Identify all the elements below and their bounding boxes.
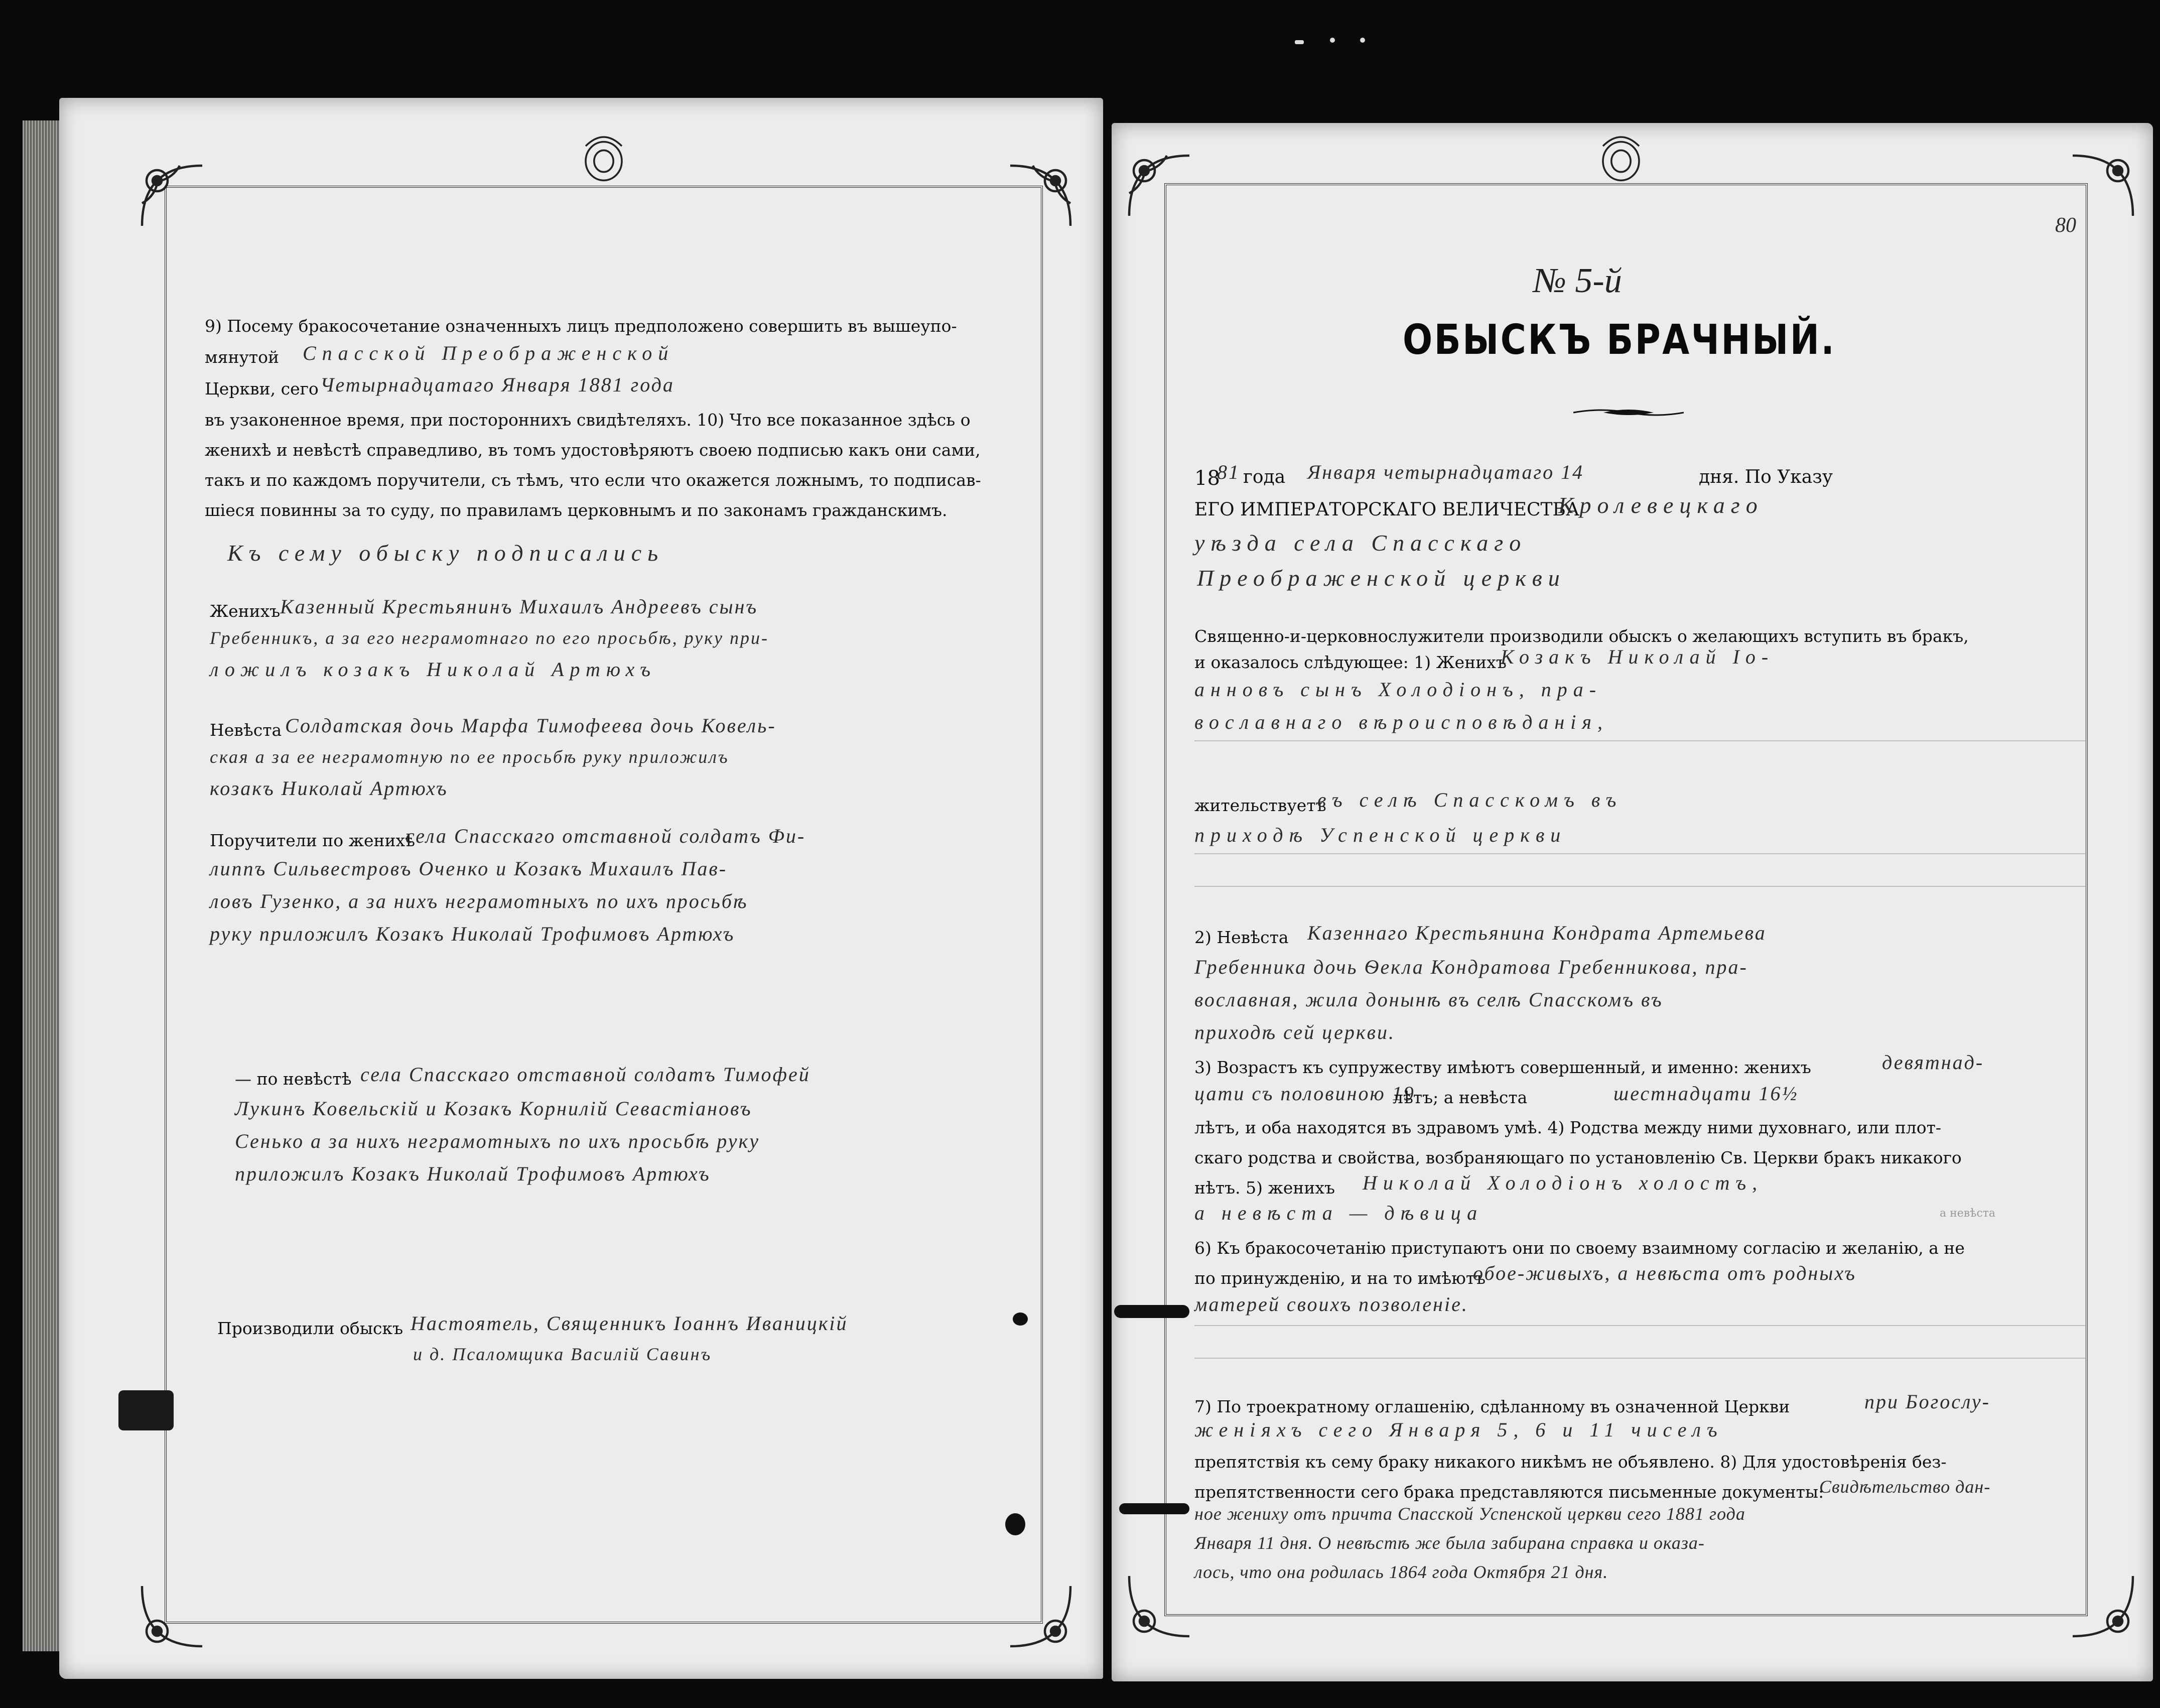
- page-number: 80: [2055, 214, 2076, 237]
- investigators-line-2: и д. Псаломщика Василій Савинъ: [413, 1344, 712, 1364]
- left-page: [59, 98, 1103, 1679]
- intro-hw-2: уѣзда села Спасскаго: [1194, 530, 1527, 556]
- p9-line-1: 9) Посему бракосочетание означенныхъ лицъ предположено совершить въ вышеупо-: [205, 316, 957, 336]
- p1-residence-print: жительствуетъ: [1194, 796, 1326, 815]
- bride-sureties-line-4: приложилъ Козакъ Николай Трофимовъ Артюхъ: [235, 1162, 711, 1185]
- corner-ornament-icon: [1003, 158, 1078, 233]
- groom-sureties-line-1: села Спасскаго отставной солдатъ Фи-: [406, 825, 806, 847]
- p9-line-3-print: Церкви, сего: [205, 379, 319, 399]
- investigators-label: Производили обыскъ: [217, 1319, 403, 1338]
- bride-label: Невѣста: [210, 720, 282, 740]
- p2-line-1: Казеннаго Крестьянина Кондрата Артемьева: [1307, 922, 1767, 944]
- corner-ornament-icon: [1122, 148, 1197, 223]
- groom-sureties-line-2: липпъ Сильвестровъ Оченко и Козакъ Михаилъ Пав-: [210, 857, 728, 880]
- p1-groom-hw-1: Козакъ Николай Іо-: [1501, 645, 1775, 668]
- p9-date-handwritten: Четырнадцатаго Января 1881 года: [320, 373, 674, 396]
- p3-line-1-print: 3) Возрастъ къ супружеству имѣютъ совершенный, и именно: женихъ: [1194, 1058, 1811, 1077]
- p3-line-4: скаго родства и свойства, возбраняющаго по установленію Св. Церкви бракъ никакого: [1194, 1148, 1962, 1167]
- bride-sureties-line-2: Лукинъ Ковельскій и Козакъ Корнилій Севастіановъ: [235, 1097, 752, 1120]
- crown-ornament-icon: [1588, 128, 1654, 188]
- intro-hw-3: Преображенской церкви: [1197, 565, 1566, 591]
- corner-ornament-icon: [134, 158, 210, 233]
- p9-line-5: женихѣ и невѣстѣ справедливо, въ томъ удостовѣряютъ своею подписью какъ они сами,: [205, 440, 981, 460]
- p1-groom-hw-2: анновъ сынъ Холодіонъ, пра-: [1194, 678, 1602, 701]
- groom-line-1: Казенный Крестьянинъ Михаилъ Андреевъ сынъ: [280, 595, 758, 618]
- p2-line-2: Гребенника дочь Ѳекла Кондратова Гребенникова, пра-: [1194, 956, 1748, 978]
- corner-ornament-icon: [2065, 148, 2140, 223]
- year-print: 18: [1194, 467, 1220, 490]
- groom-line-2: Гребенникъ, а за его неграмотнаго по его просьбѣ, руку при-: [210, 628, 769, 648]
- p7-line-1-print: 7) По троекратному оглашенію, сдѣланному въ означенной Церкви: [1194, 1397, 1790, 1416]
- ruled-line: [1194, 1325, 2085, 1326]
- edge-speck: [1330, 38, 1335, 43]
- p9-line-4: въ узаконенное время, при постороннихъ свидѣтеляхъ. 10) Что все показанное здѣсь о: [205, 410, 971, 430]
- year-handwritten: 81: [1217, 461, 1240, 483]
- p1-residence-hw: въ селѣ Спасскомъ въ: [1317, 789, 1623, 811]
- p7-line-4-print: препятственности сего брака представляются письменные документы:: [1194, 1482, 1824, 1502]
- p3-bride-age-hw: шестнадцати 16½: [1613, 1082, 1799, 1105]
- p1-line-1: Священно-и-церковнослужители производили обыскъ о желающихъ вступить въ бракъ,: [1194, 626, 1969, 646]
- groom-sureties-line-4: руку приложилъ Козакъ Николай Трофимовъ Артюхъ: [210, 923, 735, 945]
- p6-consent-hw-2: матерей своихъ позволеніе.: [1194, 1293, 1468, 1316]
- edge-speck: [1360, 38, 1365, 43]
- p7-documents-hw-4: лось, что она родилась 1864 года Октября 21 дня.: [1194, 1562, 1608, 1582]
- p7-line-3: препятствія къ сему браку никакого никѣмъ не объявлено. 8) Для удостовѣренія без-: [1194, 1452, 1947, 1472]
- ruled-line: [1194, 886, 2085, 887]
- crown-ornament-icon: [571, 128, 636, 188]
- day-and-decree: дня. По Указу: [1699, 467, 1833, 487]
- p9-church-handwritten: Спасской Преображенской: [303, 342, 674, 364]
- p3-line-5-print: нѣтъ. 5) женихъ: [1194, 1178, 1335, 1198]
- p1-parish-hw: приходѣ Успенской церкви: [1194, 824, 1567, 846]
- p2-label: 2) Невѣста: [1194, 928, 1289, 947]
- ink-mark: [1114, 1305, 1189, 1318]
- p7-documents-hw-2: ное жениху отъ причта Спасской Успенской церкви сего 1881 года: [1194, 1504, 1745, 1524]
- p7-documents-hw-3: Января 11 дня. О невѣстѣ же была забирана справка и оказа-: [1194, 1533, 1705, 1553]
- groom-sureties-label: Поручители по женихѣ: [210, 831, 415, 850]
- p1-groom-hw-3: вославнаго вѣроисповѣданія,: [1194, 711, 1608, 733]
- signatures-heading: Къ сему обыску подписались: [227, 540, 664, 566]
- bride-line-1: Солдатская дочь Марфа Тимофеева дочь Ковель-: [285, 714, 776, 737]
- p3-groom-age-hw: девятнад-: [1882, 1051, 1984, 1074]
- ruled-line: [1194, 740, 2085, 741]
- p1-line-2-print: и оказалось слѣдующее: 1) Женихъ: [1194, 652, 1507, 672]
- p3-groom-status-hw: Николай Холодіонъ холостъ,: [1363, 1171, 1764, 1194]
- p3-bride-print: а невѣста: [1940, 1207, 1996, 1220]
- ink-blot: [1013, 1312, 1028, 1326]
- bookmark-tab: [118, 1390, 174, 1430]
- p9-line-7: шіеся повинны за то суду, по правиламъ церковнымъ и по законамъ гражданскимъ.: [205, 500, 948, 520]
- record-number: № 5-й: [1533, 261, 1622, 300]
- p6-line-2-print: по принужденію, и на то имѣютъ: [1194, 1268, 1486, 1288]
- right-page: [1112, 123, 2153, 1681]
- bride-sureties-line-3: Сенько а за нихъ неграмотныхъ по ихъ просьбѣ руку: [235, 1130, 760, 1152]
- groom-sureties-line-3: ловъ Гузенко, а за нихъ неграмотныхъ по ихъ просьбѣ: [210, 890, 748, 912]
- bride-line-2: ская а за ее неграмотную по ее просьбѣ руку приложилъ: [210, 747, 729, 767]
- p7-documents-hw: Свидѣтельство дан-: [1819, 1477, 1991, 1497]
- edge-speck: [1295, 40, 1304, 44]
- p3-bride-status-hw: а невѣста — дѣвица: [1194, 1202, 1483, 1224]
- book-page-edges: [23, 120, 63, 1651]
- corner-ornament-icon: [134, 1579, 210, 1654]
- corner-ornament-icon: [2065, 1568, 2140, 1644]
- p3-line-2-print: лѣтъ; а невѣста: [1393, 1088, 1528, 1107]
- ruled-line: [1194, 1358, 2085, 1359]
- bride-sureties-label: — по невѣстѣ: [235, 1069, 352, 1089]
- corner-ornament-icon: [1122, 1568, 1197, 1644]
- p3-groom-age-hw-2: цати съ половиною 19: [1194, 1082, 1415, 1105]
- groom-line-3: ложилъ козакъ Николай Артюхъ: [210, 658, 657, 681]
- ruled-line: [1194, 853, 2085, 854]
- intro-hw-1: Кролевецкаго: [1558, 492, 1764, 518]
- investigators-line-1: Настоятель, Священникъ Іоаннъ Иваницкій: [411, 1312, 848, 1335]
- p7-banns-hw-2: женіяхъ сего Января 5, 6 и 11 чиселъ: [1194, 1418, 1723, 1441]
- p9-line-6: такъ и по каждомъ поручители, съ тѣмъ, что если что окажется ложнымъ, то подписав-: [205, 470, 981, 490]
- ink-blot: [1005, 1513, 1025, 1535]
- date-handwritten: Января четырнадцатаго 14: [1307, 461, 1584, 483]
- p7-banns-hw: при Богослу-: [1864, 1390, 1990, 1413]
- bride-sureties-line-1: села Спасскаго отставной солдатъ Тимофей: [360, 1063, 811, 1086]
- p6-line-1: 6) Къ бракосочетанію приступаютъ они по своему взаимному согласію и желанію, а не: [1194, 1238, 1965, 1258]
- p3-line-3: лѣтъ, и оба находятся въ здравомъ умѣ. 4) Родства между ними духовнаго, или плот-: [1194, 1118, 1941, 1137]
- p6-consent-hw: обое-живыхъ, а невѣста отъ родныхъ: [1473, 1262, 1856, 1284]
- p9-line-2-print: мянутой: [205, 347, 280, 367]
- document-title: ОБЫСКЪ БРАЧНЫЙ.: [1403, 316, 1836, 364]
- year-suffix: года: [1243, 467, 1286, 487]
- corner-ornament-icon: [1003, 1579, 1078, 1654]
- title-flourish-icon: [1573, 407, 1684, 419]
- majesty-line: ЕГО ИМПЕРАТОРСКАГО ВЕЛИЧЕСТВА: [1194, 499, 1580, 520]
- p2-line-3: вославная, жила донынѣ въ селѣ Спасскомъ въ: [1194, 988, 1663, 1011]
- groom-label: Женихъ: [210, 601, 281, 621]
- p2-line-4: приходѣ сей церкви.: [1194, 1021, 1395, 1043]
- ink-mark: [1119, 1503, 1189, 1514]
- bride-line-3: козакъ Николай Артюхъ: [210, 777, 448, 800]
